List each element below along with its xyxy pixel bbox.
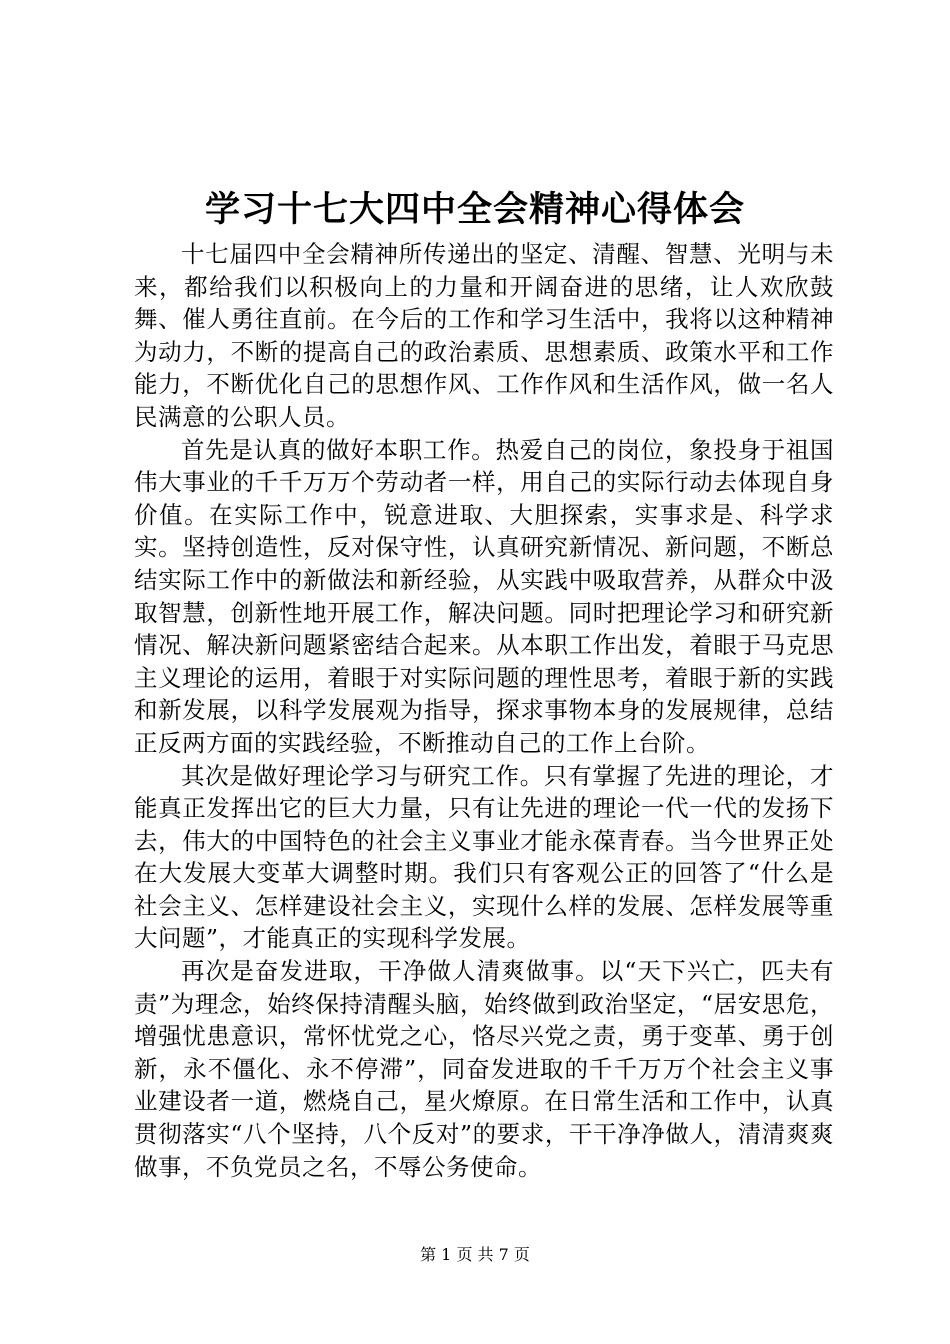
paragraph-third: 再次是奋发进取，干净做人清爽做事。以“天下兴亡，匹夫有责”为理念，始终保持清醒头脑，始终做到政治坚定，“居安思危，增强忧患意识，常怀忧党之心，恪尽兴党之责，勇于变革、勇于创新，永不僵化、永不停滞”，同奋发进取的千千万万个社会主义事业建设者一道，燃烧自己，星火燎原。在日常生活和工作中，认真贯彻落实“八个坚持，八个反对”的要求，干干净净做人，清清爽爽做事，不负党员之名，不辱公务使命。 — [134, 957, 834, 1181]
paragraph-second: 其次是做好理论学习与研究工作。只有掌握了先进的理论，才能真正发挥出它的巨大力量，只有让先进的理论一代一代的发扬下去，伟大的中国特色的社会主义事业才能永葆青春。当今世界正处在大发展大变革大调整时期。我们只有客观公正的回答了“什么是社会主义、怎样建设社会主义，实现什么样的发展、怎样发展等重大问题”，才能真正的实现科学发展。 — [134, 761, 834, 953]
paragraph-intro: 十七届四中全会精神所传递出的坚定、清醒、智慧、光明与未来，都给我们以积极向上的力量和开阔奋进的思绪，让人欢欣鼓舞、催人勇往直前。在今后的工作和学习生活中，我将以这种精神为动力，不断的提高自己的政治素质、思想素质、政策水平和工作能力，不断优化自己的思想作风、工作作风和生活作风，做一名人民满意的公职人员。 — [134, 240, 834, 431]
document-body — [134, 238, 834, 1183]
paragraph-first: 首先是认真的做好本职工作。热爱自己的岗位，象投身于祖国伟大事业的千千万万个劳动者一样，用自己的实际行动去体现自身价值。在实际工作中，锐意进取、大胆探索，实事求是、科学求实。坚持创造性，反对保守性，认真研究新情况、新问题，不断总结实际工作中的新做法和新经验，从实践中吸取营养，从群众中汲取智慧，创新性地开展工作，解决问题。同时把理论学习和研究新情况、解决新问题紧密结合起来。从本职工作出发，着眼于马克思主义理论的运用，着眼于对实际问题的理性思考，着眼于新的实践和新发展，以科学发展观为指导，探求事物本身的发展规律，总结正反两方面的实践经验，不断推动自己的工作上台阶。 — [134, 435, 834, 757]
page-number-footer: 第 1 页 共 7 页 — [420, 1245, 530, 1264]
document-title: 学习十七大四中全会精神心得体会 — [204, 189, 745, 230]
